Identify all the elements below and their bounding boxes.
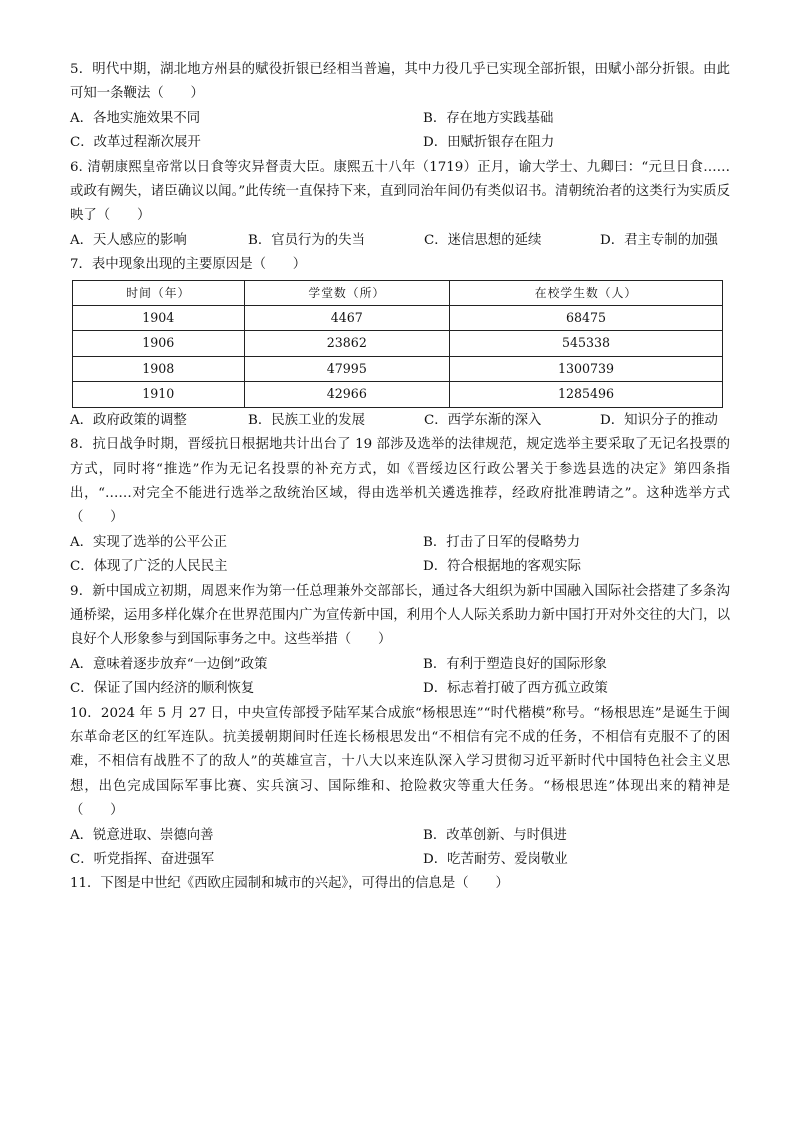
exam-page [70,58,730,897]
option-c[interactable]: C．体现了广泛的人民民主 [70,559,228,575]
table-header: 学堂数（所） [244,280,449,305]
options [70,824,730,873]
option-b[interactable]: B．民族工业的发展 [248,412,365,428]
table-cell: 1908 [73,356,245,381]
option-d[interactable]: D．符合根据地的客观实际 [423,559,582,575]
option-c[interactable]: C．迷信思想的延续 [424,232,542,248]
option-d[interactable]: D．知识分子的推动 [600,412,718,428]
table-cell: 42966 [244,382,449,407]
option-b[interactable]: B．改革创新、与时俱进 [423,827,567,843]
question-6 [70,156,730,254]
table-row [73,306,723,331]
table-cell: 47995 [244,356,449,381]
options [70,229,730,253]
question-stem: 11．下图是中世纪《西欧庄园制和城市的兴起》，可得出的信息是（ ） [70,876,509,892]
option-a[interactable]: A．各地实施效果不同 [70,110,201,126]
option-d[interactable]: D．田赋折银存在阻力 [423,135,555,151]
option-c[interactable]: C．保证了国内经济的顺利恢复 [70,681,255,697]
question-10 [70,702,730,873]
question-7 [70,253,730,433]
question-stem: 7．表中现象出现的主要原因是（ ） [70,257,307,273]
option-b[interactable]: B．官员行为的失当 [248,232,365,248]
option-c[interactable]: C．听党指挥、奋进强军 [70,852,215,867]
options [70,653,730,702]
question-stem: 8．抗日战争时期，晋绥抗日根据地共计出台了 19 部涉及选举的法律规范，规定选举主要采取了无记名投票的方式，同时将“推选”作为无记名投票的补充方式，如《晋绥边区行政公署关于参选县选的决定》第四条指出，“……对完全不能进行选举之敌统治区域，得由选举机关遴选推荐，经政府批准聘请之”。这种选举方式（ ） [70,437,730,526]
table-header-row [73,280,723,305]
question-stem: 10．2024 年 5 月 27 日，中央宣传部授予陆军某合成旅“杨根思连”“时代楷模”称号。“杨根思连”是诞生于闽东革命老区的红军连队。抗美援朝期间时任连长杨根思发出“不相信有完不成的任务，不相信有克服不了的困难，不相信有战胜不了的敌人”的英雄宣言，十八大以来连队深入学习贯彻习近平新时代中国特色社会主义思想，出色完成国际军事比赛、实兵演习、国际维和、抢险救灾等重大任务。“杨根思连”体现出来的精神是（ ） [70,705,730,819]
table-cell: 1285496 [450,382,723,407]
option-c[interactable]: C．西学东渐的深入 [424,412,542,428]
option-a[interactable]: A．意味着逐步放弃“一边倒”政策 [70,656,268,672]
data-table [72,280,723,408]
table-cell: 1300739 [450,356,723,381]
question-stem: 5．明代中期，湖北地方州县的赋役折银已经相当普遍，其中力役几乎已实现全部折银，田赋小部分折银。由此可知一条鞭法（ ） [70,62,730,102]
option-a[interactable]: A．政府政策的调整 [70,412,187,428]
option-a[interactable]: A．锐意进取、崇德向善 [70,827,214,843]
question-stem: 6. 清朝康熙皇帝常以日食等灾异督责大臣。康熙五十八年（1719）正月，谕大学士、九卿曰：“元旦日食……或政有阙失，诸臣确议以闻。”此传统一直保持下来，直到同治年间仍有类似诏书。清朝统治者的这类行为实质反映了（ ） [70,159,730,224]
options [70,409,730,433]
option-b[interactable]: B．存在地方实践基础 [423,110,554,126]
option-d[interactable]: D．君主专制的加强 [600,232,718,248]
question-8 [70,433,730,579]
option-b[interactable]: B．打击了日军的侵略势力 [423,534,581,550]
question-stem: 9．新中国成立初期，周恩来作为第一任总理兼外交部部长，通过各大组织为新中国融入国际社会搭建了多条沟通桥梁，运用多样化媒介在世界范围内广为宣传新中国，利用个人人际关系助力新中国打开对外交往的大门，以良好个人形象参与到国际事务之中。这些举措（ ） [70,583,730,648]
table-header: 在校学生数（人） [450,280,723,305]
question-5 [70,58,730,156]
options [70,531,730,580]
option-b[interactable]: B．有利于塑造良好的国际形象 [423,656,607,672]
options [70,107,730,156]
table-cell: 1904 [73,306,245,331]
table-header: 时间（年） [73,280,245,305]
table-cell: 4467 [244,306,449,331]
option-d[interactable]: D．吃苦耐劳、爱岗敬业 [423,852,568,867]
table-cell: 23862 [244,331,449,356]
table-row [73,382,723,407]
option-d[interactable]: D．标志着打破了西方孤立政策 [423,681,608,697]
question-11 [70,872,730,896]
table-cell: 545338 [450,331,723,356]
table-row [73,356,723,381]
table-cell: 1910 [73,382,245,407]
option-c[interactable]: C．改革过程渐次展开 [70,135,201,151]
table-row [73,331,723,356]
option-a[interactable]: A．天人感应的影响 [70,232,187,248]
question-9 [70,580,730,702]
table-cell: 1906 [73,331,245,356]
option-a[interactable]: A．实现了选举的公平公正 [70,534,227,550]
table-cell: 68475 [450,306,723,331]
